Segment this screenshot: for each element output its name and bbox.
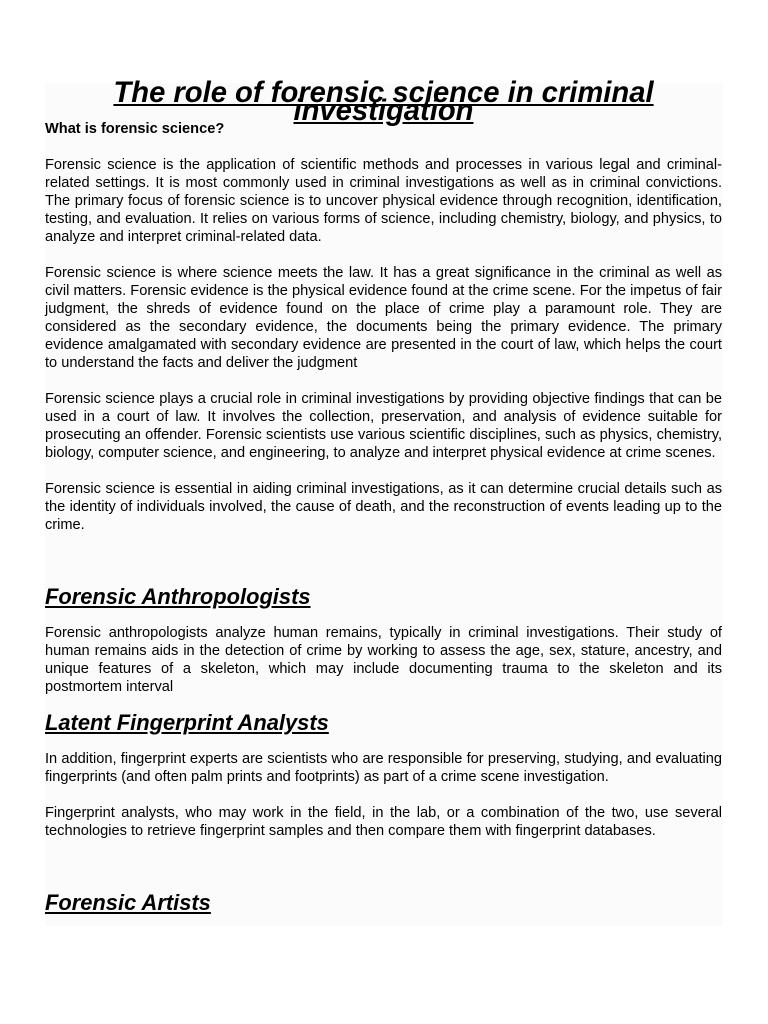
intro-paragraph-3: Forensic science plays a crucial role in criminal investigations by providing objective findings that can be used in a court of law. It involves the collection, preservation, and analysis of evidence suitable for prosecuting an offender. Forensic scientists use various scientific disciplines, such as physics, chemistry, biology, computer science, and engineering, to analyze and interpret physical evidence at crime scenes. [45,391,722,461]
intro-paragraph-1: Forensic science is the application of scientific methods and processes in various legal and criminal-related settings. It is most commonly used in criminal investigations as well as in criminal convictions. The primary focus of forensic science is to uncover physical evidence through recognition, identification, testing, and evaluation. It relies on various forms of science, including chemistry, biology, and physics, to analyze and interpret criminal-related data. [45,157,722,245]
anthropologists-paragraph: Forensic anthropologists analyze human remains, typically in criminal investigations. Their study of human remains aids in the detection of crime by working to assess the age, sex, stature, ancestry, and unique features of a skeleton, which may include documenting trauma to the skeleton and its postmortem interval [45,625,722,695]
fingerprint-paragraph-2: Fingerprint analysts, who may work in the field, in the lab, or a combination of the two, use several technologies to retrieve fingerprint samples and then compare them with fingerprint databases. [45,805,722,839]
section-heading-forensic-artists: Forensic Artists [45,890,211,915]
section-heading-latent-fingerprint-analysts: Latent Fingerprint Analysts [45,710,329,735]
document-body [45,77,722,915]
intro-paragraph-4: Forensic science is essential in aiding criminal investigations, as it can determine crucial details such as the identity of individuals involved, the cause of death, and the reconstruction of events leading up to the crime. [45,481,722,533]
question-heading: What is forensic science? [45,121,225,137]
intro-paragraph-2: Forensic science is where science meets the law. It has a great significance in the criminal as well as civil matters. Forensic evidence is the physical evidence found at the crime scene. For the impetus of fair judgment, the shreds of evidence found on the place of crime play a paramount role. They are considered as the secondary evidence, the documents being the primary evidence. The primary evidence amalgamated with secondary evidence are presented in the court of law, which helps the court to understand the facts and deliver the judgment [45,265,722,371]
fingerprint-paragraph-1: In addition, fingerprint experts are scientists who are responsible for preserving, studying, and evaluating fingerprints (and often palm prints and footprints) as part of a crime scene investigation. [45,751,722,785]
document-title: The role of forensic science in criminal investigation [113,77,654,127]
section-heading-forensic-anthropologists: Forensic Anthropologists [45,584,311,609]
